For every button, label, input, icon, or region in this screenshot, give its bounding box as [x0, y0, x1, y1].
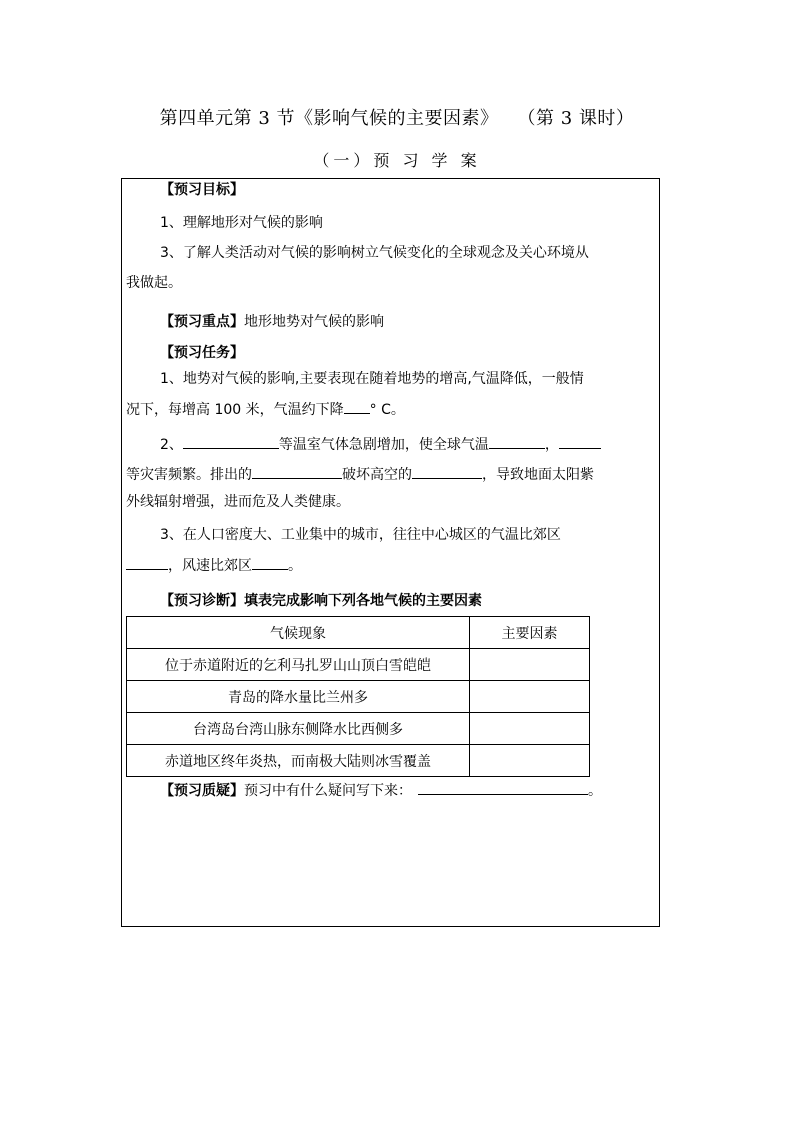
title-text: 第四单元第 3 节《影响气候的主要因素》 [159, 108, 499, 129]
table-row [127, 649, 590, 681]
goals-heading: 【预习目标】 [160, 182, 244, 198]
goal-item-1: 1、理解地形对气候的影响 [160, 215, 323, 231]
diagnosis-table [126, 616, 590, 777]
factor-cell[interactable] [470, 713, 590, 745]
page-subtitle: （一）预 习 学 案 [313, 151, 481, 170]
task-3-text-a: ，风速比郊区 [168, 558, 252, 574]
blank-urban-wind[interactable] [252, 554, 288, 570]
task-2-text-a: 2、 [160, 437, 183, 453]
factor-cell[interactable] [470, 649, 590, 681]
questions-end: 。 [588, 783, 602, 799]
questions-text: 预习中有什么疑问写下来： [244, 783, 412, 799]
table-header-row [127, 617, 590, 649]
questions-heading: 【预习质疑】 [160, 783, 244, 799]
diagnosis-heading: 【预习诊断】 [160, 593, 244, 609]
page-title [0, 104, 794, 130]
task-3-cont [126, 554, 654, 576]
blank-ozone[interactable] [412, 463, 482, 479]
task-2-cont [126, 463, 654, 485]
blank-temp-drop[interactable] [344, 398, 370, 414]
task-2-text-e: 破坏高空的 [342, 467, 412, 483]
table-row [127, 713, 590, 745]
session-label: （第 3 课时） [526, 108, 635, 129]
task-3: 3、在人口密度大、工业集中的城市，往往中心城区的气温比郊区 [160, 527, 561, 543]
task-1-text-b: ° C。 [369, 402, 405, 418]
diagnosis-instruction: 填表完成影响下列各地气候的主要因素 [244, 593, 482, 609]
task-2-text-f: ，导致地面太阳紫 [482, 467, 594, 483]
task-2-text-b: 等温室气体急剧增加，使全球气温 [278, 437, 489, 453]
table-row [127, 681, 590, 713]
phenomenon-cell: 赤道地区终年炎热，而南极大陆则冰雪覆盖 [127, 745, 470, 777]
phenomenon-cell: 青岛的降水量比兰州多 [127, 681, 470, 713]
column-header: 气候现象 [127, 617, 470, 649]
blank-emission[interactable] [252, 463, 342, 479]
task-3-text-b: 。 [288, 558, 302, 574]
phenomenon-cell: 位于赤道附近的乞利马扎罗山山顶白雪皑皑 [127, 649, 470, 681]
focus-heading: 【预习重点】 [160, 314, 244, 330]
task-2-cont2: 外线辐射增强，进而危及人类健康。 [126, 494, 350, 510]
task-2-text-d: 等灾害频繁。排出的 [126, 467, 252, 483]
blank-questions[interactable] [418, 779, 588, 795]
task-1-text-a: 况下，每增高 100 米，气温约下降 [126, 402, 344, 418]
tasks-heading: 【预习任务】 [160, 345, 244, 361]
column-header: 主要因素 [470, 617, 590, 649]
focus-text: 地形地势对气候的影响 [244, 314, 384, 330]
blank-urban-temp[interactable] [126, 554, 168, 570]
blank-disasters[interactable] [559, 433, 601, 449]
task-1: 1、地势对气候的影响,主要表现在随着地势的增高,气温降低，一般情 [160, 371, 584, 387]
focus-line [160, 312, 654, 332]
goal-item-3-cont: 我做起。 [126, 275, 182, 291]
diagnosis-line [160, 591, 654, 611]
questions-line [160, 779, 654, 801]
task-2-text-c: ， [544, 437, 559, 453]
table-row [127, 745, 590, 777]
goal-item-3: 3、了解人类活动对气候的影响树立气候变化的全球观念及关心环境从 [160, 245, 589, 261]
phenomenon-cell: 台湾岛台湾山脉东侧降水比西侧多 [127, 713, 470, 745]
blank-greenhouse-gas[interactable] [183, 433, 279, 449]
factor-cell[interactable] [470, 681, 590, 713]
task-1-cont [126, 398, 654, 420]
blank-global-temp[interactable] [489, 433, 545, 449]
task-2 [160, 433, 654, 455]
factor-cell[interactable] [470, 745, 590, 777]
